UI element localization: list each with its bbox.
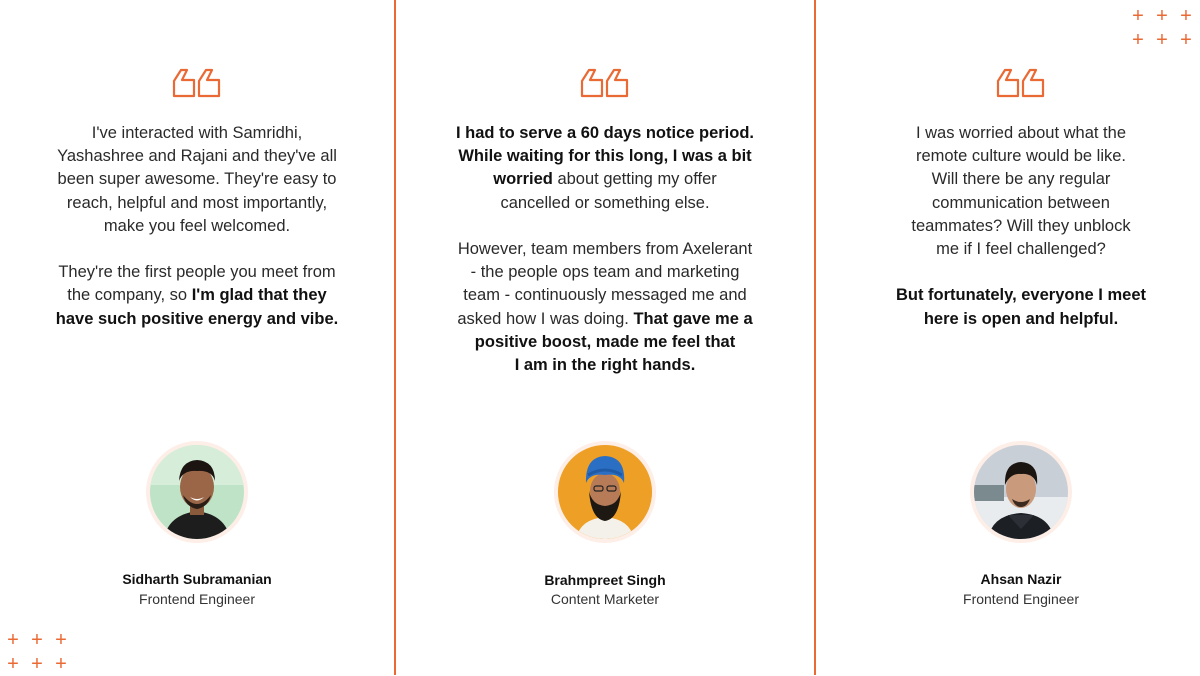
avatar-photo <box>150 445 244 539</box>
plus-decoration: + <box>1132 29 1144 51</box>
quote-text-bold: worried <box>493 170 553 189</box>
quote-text: about getting my offer <box>552 170 717 189</box>
testimonial-role: Frontend Engineer <box>963 591 1079 607</box>
avatar-ring <box>554 441 656 543</box>
testimonial-role: Frontend Engineer <box>139 591 255 607</box>
quote-paragraph <box>56 261 338 331</box>
testimonial-card <box>396 0 814 675</box>
testimonial-name: Ahsan Nazir <box>980 571 1062 587</box>
quote-paragraph <box>456 238 754 377</box>
quote-text: asked how I was doing. <box>457 309 634 328</box>
quote-text-bold: here is open and helpful. <box>923 309 1119 328</box>
quote-text-bold: While waiting for this long, I was a bit <box>458 147 752 166</box>
testimonial-quote <box>56 122 338 354</box>
plus-decoration: + <box>1132 5 1144 27</box>
quote-text-bold: I'm glad that they <box>191 286 327 305</box>
quote-text: I was worried about what the <box>915 124 1126 142</box>
plus-decoration: + <box>31 653 43 675</box>
quote-paragraph <box>56 122 338 238</box>
plus-decoration: + <box>31 629 43 651</box>
quote-icon <box>172 68 222 98</box>
testimonial-card <box>0 0 394 675</box>
quote-text: However, team members from Axelerant <box>457 240 753 258</box>
quote-text-bold: But fortunately, everyone I meet <box>895 286 1146 305</box>
quote-text: teammates? Will they unblock <box>911 216 1131 235</box>
plus-decoration: + <box>1180 29 1192 51</box>
testimonial-name: Brahmpreet Singh <box>544 572 666 588</box>
quote-paragraph <box>456 122 754 215</box>
plus-decoration: + <box>7 653 19 675</box>
quote-text: me if I feel challenged? <box>936 240 1106 259</box>
quote-text: remote culture would be like. <box>915 147 1126 166</box>
quote-paragraph <box>896 284 1146 330</box>
quote-text: the company, so <box>67 286 192 305</box>
plus-decoration: + <box>1156 29 1168 51</box>
quote-text: They're the first people you meet from <box>58 263 336 282</box>
avatar-photo <box>974 445 1068 539</box>
testimonial-name: Sidharth Subramanian <box>122 571 272 587</box>
avatar-ring <box>146 441 248 543</box>
quote-text: I've interacted with Samridhi, <box>91 124 303 142</box>
quote-text: communication between <box>932 193 1110 212</box>
plus-decoration: + <box>1180 5 1192 27</box>
quote-text: cancelled or something else. <box>500 193 710 212</box>
quote-text-bold: I had to serve a 60 days notice period. <box>455 124 755 142</box>
quote-text: team - continuously messaged me and <box>463 286 747 305</box>
quote-text-bold: have such positive energy and vibe. <box>55 309 339 328</box>
plus-decoration: + <box>55 653 67 675</box>
quote-text: Yashashree and Rajani and they've all <box>57 147 337 166</box>
avatar-ring <box>970 441 1072 543</box>
plus-decoration: + <box>1156 5 1168 27</box>
quote-text: been super awesome. They're easy to <box>57 170 337 189</box>
quote-text-bold: I am in the right hands. <box>514 356 696 375</box>
testimonial-card <box>816 0 1200 675</box>
quote-text: reach, helpful and most importantly, <box>66 193 328 212</box>
quote-text: make you feel welcomed. <box>103 216 291 235</box>
plus-decoration: + <box>7 629 19 651</box>
quote-icon <box>996 68 1046 98</box>
testimonial-quote <box>896 122 1146 354</box>
avatar-photo <box>558 445 652 539</box>
quote-paragraph <box>896 122 1146 261</box>
quote-text-bold: positive boost, made me feel that <box>474 332 736 351</box>
quote-text: Will there be any regular <box>931 170 1111 189</box>
quote-icon <box>580 68 630 98</box>
testimonial-quote <box>456 122 754 400</box>
quote-text: - the people ops team and marketing <box>470 263 740 282</box>
testimonial-role: Content Marketer <box>550 591 660 607</box>
quote-text-bold: That gave me a <box>633 309 753 328</box>
plus-decoration: + <box>55 629 67 651</box>
